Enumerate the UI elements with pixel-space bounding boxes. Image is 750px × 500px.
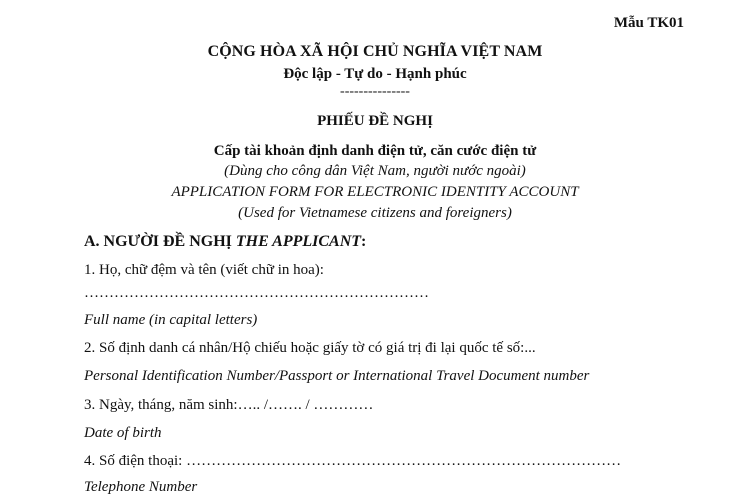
section-a-heading-colon: : bbox=[361, 233, 367, 250]
form-code: Mẫu TK01 bbox=[613, 15, 684, 31]
header-divider: --------------- bbox=[340, 84, 410, 99]
full-name-label: 1. Họ, chữ đệm và tên (viết chữ in hoa): bbox=[84, 262, 324, 278]
full-name-english-label: Full name (in capital letters) bbox=[84, 312, 258, 328]
form-title: PHIẾU ĐỀ NGHỊ bbox=[317, 113, 433, 129]
section-a-heading-vi: A. NGƯỜI ĐỀ NGHỊ bbox=[84, 233, 236, 250]
section-a-heading-en: THE APPLICANT bbox=[235, 233, 362, 250]
id-number-field[interactable]: 2. Số định danh cá nhân/Hộ chiếu hoặc giấy tờ có giá trị đi lại quốc tế số:... bbox=[84, 340, 536, 356]
telephone-english-label: Telephone Number bbox=[84, 479, 198, 495]
section-a-heading bbox=[84, 233, 366, 251]
form-english-used-for: (Used for Vietnamese citizens and foreigners) bbox=[238, 205, 512, 221]
date-of-birth-english-label: Date of birth bbox=[84, 425, 162, 441]
national-motto: Độc lập - Tự do - Hạnh phúc bbox=[283, 66, 467, 82]
full-name-field[interactable]: …………………………………………………………… bbox=[84, 285, 429, 301]
form-used-for: (Dùng cho công dân Việt Nam, người nước ngoài) bbox=[224, 163, 526, 179]
telephone-field[interactable]: 4. Số điện thoại: …………………………………………………………………………… bbox=[84, 453, 622, 469]
nation-name: CỘNG HÒA XÃ HỘI CHỦ NGHĨA VIỆT NAM bbox=[207, 43, 543, 60]
form-subtitle: Cấp tài khoản định danh điện tử, căn cước điện tử bbox=[213, 143, 537, 159]
form-english-title: APPLICATION FORM FOR ELECTRONIC IDENTITY ACCOUNT bbox=[171, 184, 579, 200]
date-of-birth-field[interactable]: 3. Ngày, tháng, năm sinh:….. /……. / ………… bbox=[84, 397, 374, 413]
id-number-english-label: Personal Identification Number/Passport or International Travel Document number bbox=[84, 368, 590, 384]
